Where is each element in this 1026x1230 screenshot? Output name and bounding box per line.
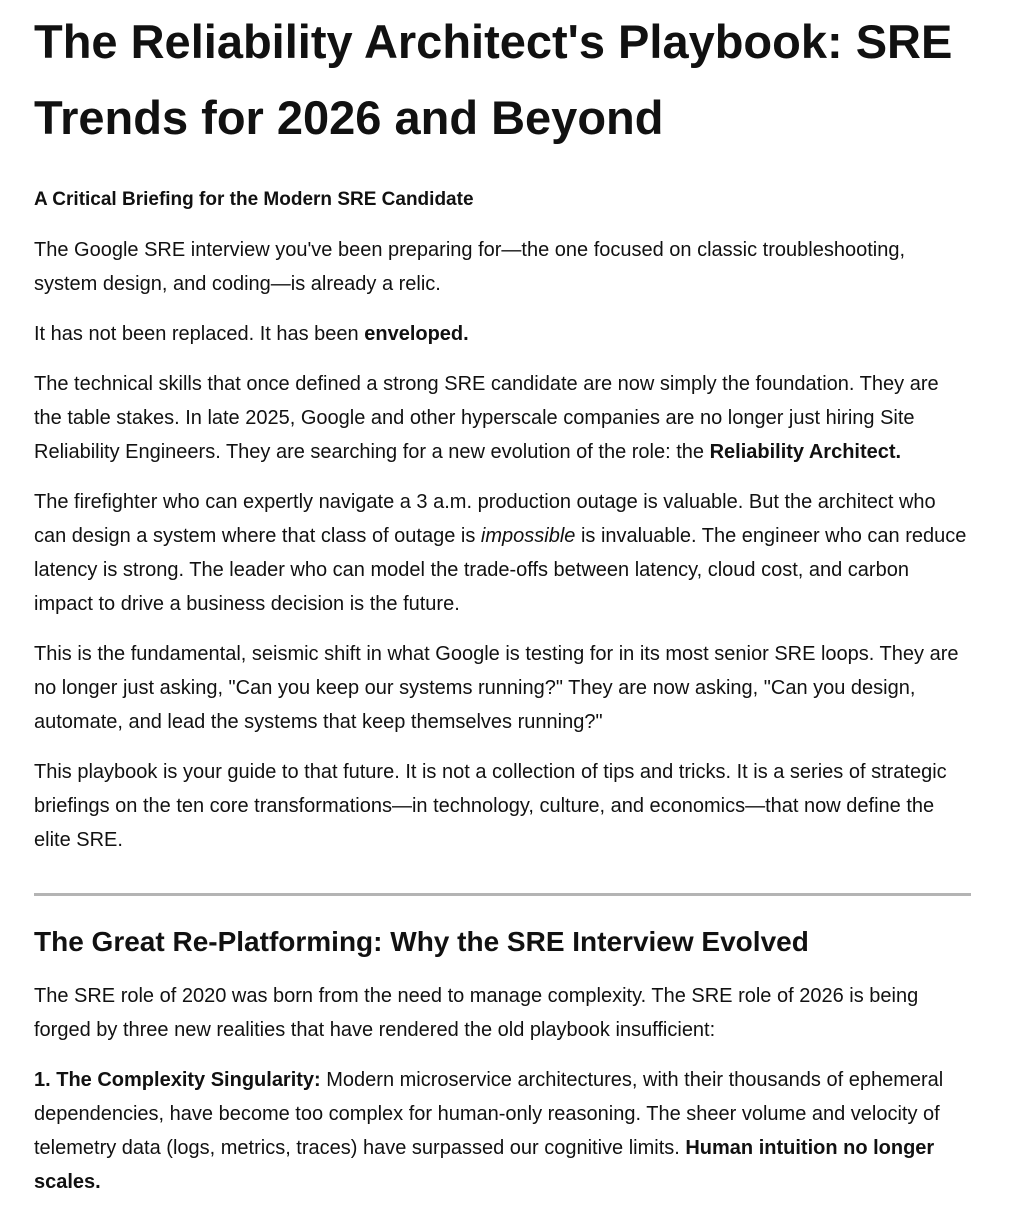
enveloped-paragraph [34, 317, 970, 351]
enveloped-emphasis: enveloped. [364, 323, 469, 345]
human-intuition-emphasis: Human intuition no longer scales. [34, 1137, 935, 1193]
intro-paragraph: The Google SRE interview you've been preparing for—the one focused on classic troubleshooting, system design, and coding—is already a relic. [34, 239, 905, 295]
page-title: The Reliability Architect's Playbook: SRE Trends for 2026 and Beyond [34, 15, 953, 144]
enveloped-paragraph-text: It has not been replaced. It has been [34, 323, 365, 345]
firefighter-paragraph-text-start: The firefighter who can expertly navigate a 3 a.m. production outage is valuable. But the architect who can design a system where that class of outage is [34, 491, 936, 547]
seismic-shift-paragraph: This is the fundamental, seismic shift in what Google is testing for in its most senior SRE loops. They are no longer just asking, "Can you keep our systems running?" They are now asking, "Can you design, automate, and lead the systems that keep themselves running?" [34, 643, 959, 733]
impossible-emphasis: impossible [480, 525, 576, 547]
document-subtitle: A Critical Briefing for the Modern SRE Candidate [34, 189, 474, 210]
complexity-singularity-label: 1. The Complexity Singularity: [34, 1069, 321, 1091]
section-intro-paragraph: The SRE role of 2020 was born from the need to manage complexity. The SRE role of 2026 is being forged by three new realities that have rendered the old playbook insufficient: [34, 985, 919, 1041]
playbook-guide-paragraph: This playbook is your guide to that future. It is not a collection of tips and tricks. It is a series of strategic briefings on the ten core transformations—in technology, culture, and economics—that now define the elite SRE. [34, 761, 947, 851]
reliability-architect-emphasis: Reliability Architect. [709, 441, 902, 463]
complexity-singularity-text: Modern microservice architectures, with their thousands of ephemeral dependencies, have become too complex for human-only reasoning. The sheer volume and velocity of telemetry data (logs, metrics, traces) have surpassed our cognitive limits. [34, 1069, 944, 1159]
foundation-paragraph [34, 367, 970, 469]
firefighter-paragraph [34, 485, 970, 621]
section-heading: The Great Re-Platforming: Why the SRE Interview Evolved [34, 926, 809, 957]
complexity-singularity-paragraph [34, 1063, 970, 1199]
foundation-paragraph-text: The technical skills that once defined a strong SRE candidate are now simply the foundation. They are the table stakes. In late 2025, Google and other hyperscale companies are no longer just hiring Site Reliability Engineers. They are searching for a new evolution of the role: the [34, 373, 939, 463]
section-divider [34, 893, 971, 896]
firefighter-paragraph-text-end: is invaluable. The engineer who can reduce latency is strong. The leader who can model the trade-offs between latency, cloud cost, and carbon impact to drive a business decision is the future. [34, 525, 967, 615]
